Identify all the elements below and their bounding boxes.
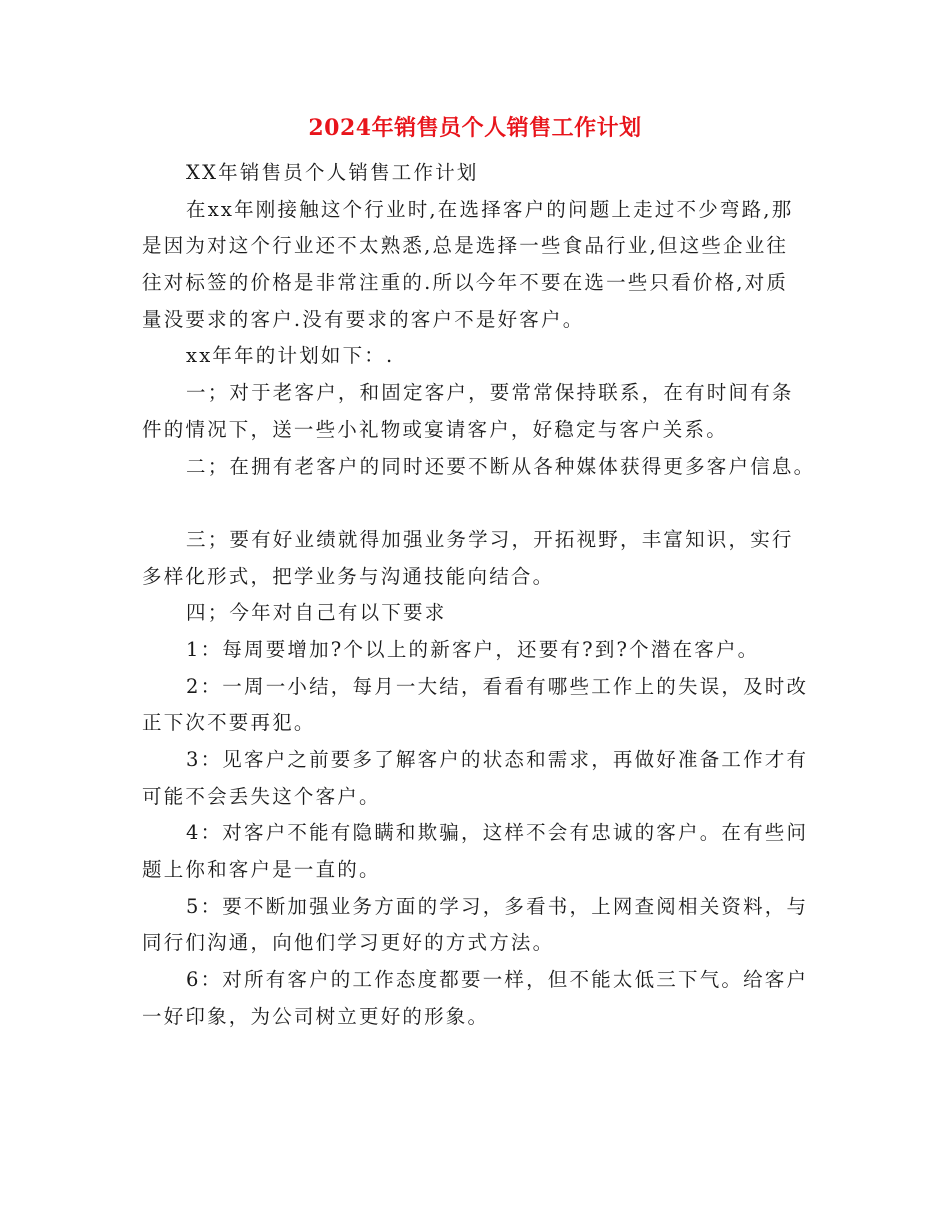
paragraph-line: 6：对所有客户的工作态度都要一样，但不能太低三下气。给客户: [186, 968, 809, 992]
subtitle-line: XX年销售员个人销售工作计划: [186, 161, 479, 184]
paragraph-line: 一好印象，为公司树立更好的形象。: [142, 1004, 490, 1028]
paragraph-line: xx年年的计划如下：.: [186, 344, 395, 368]
paragraph-line: 一；对于老客户，和固定客户，要常常保持联系，在有时间有条: [186, 381, 794, 405]
paragraph-line: 件的情况下，送一些小礼物或宴请客户，好稳定与客户关系。: [142, 417, 728, 441]
paragraph-line: 1：每周要增加?个以上的新客户，还要有?到?个潜在客户。: [186, 637, 760, 661]
paragraph-line: 同行们沟通，向他们学习更好的方式方法。: [142, 931, 555, 955]
paragraph-line: 是因为对这个行业还不太熟悉,总是选择一些食品行业,但这些企业往: [142, 234, 789, 258]
paragraph-line: 二；在拥有老客户的同时还要不断从各种媒体获得更多客户信息。: [186, 454, 816, 478]
paragraph-line: 可能不会丢失这个客户。: [142, 784, 381, 808]
paragraph-line: 正下次不要再犯。: [142, 711, 316, 735]
paragraph-line: 5：要不断加强业务方面的学习，多看书，上网查阅相关资料，与: [186, 894, 809, 918]
paragraph-line: 2：一周一小结，每月一大结，看看有哪些工作上的失误，及时改: [186, 674, 809, 698]
blank-line: [142, 485, 810, 522]
paragraph-line: 四；今年对自己有以下要求: [186, 601, 447, 625]
paragraph-line: 多样化形式，把学业务与沟通技能向结合。: [142, 564, 555, 588]
paragraph-line: 3：见客户之前要多了解客户的状态和需求，再做好准备工作才有: [186, 748, 809, 771]
paragraph-line: 往对标签的价格是非常注重的.所以今年不要在选一些只看价格,对质: [142, 271, 789, 295]
paragraph-line: 三；要有好业绩就得加强业务学习，开拓视野，丰富知识，实行: [186, 527, 794, 551]
paragraph-line: 题上你和客户是一直的。: [142, 858, 381, 882]
document-title: 2024年销售员个人销售工作计划: [308, 115, 642, 141]
paragraph-line: 4：对客户不能有隐瞒和欺骗，这样不会有忠诚的客户。在有些问: [186, 821, 809, 845]
paragraph-line: 在xx年刚接触这个行业时,在选择客户的问题上走过不少弯路,那: [186, 197, 794, 221]
paragraph-line: 量没要求的客户.没有要求的客户不是好客户。: [142, 307, 585, 331]
document-body: [142, 155, 816, 1036]
